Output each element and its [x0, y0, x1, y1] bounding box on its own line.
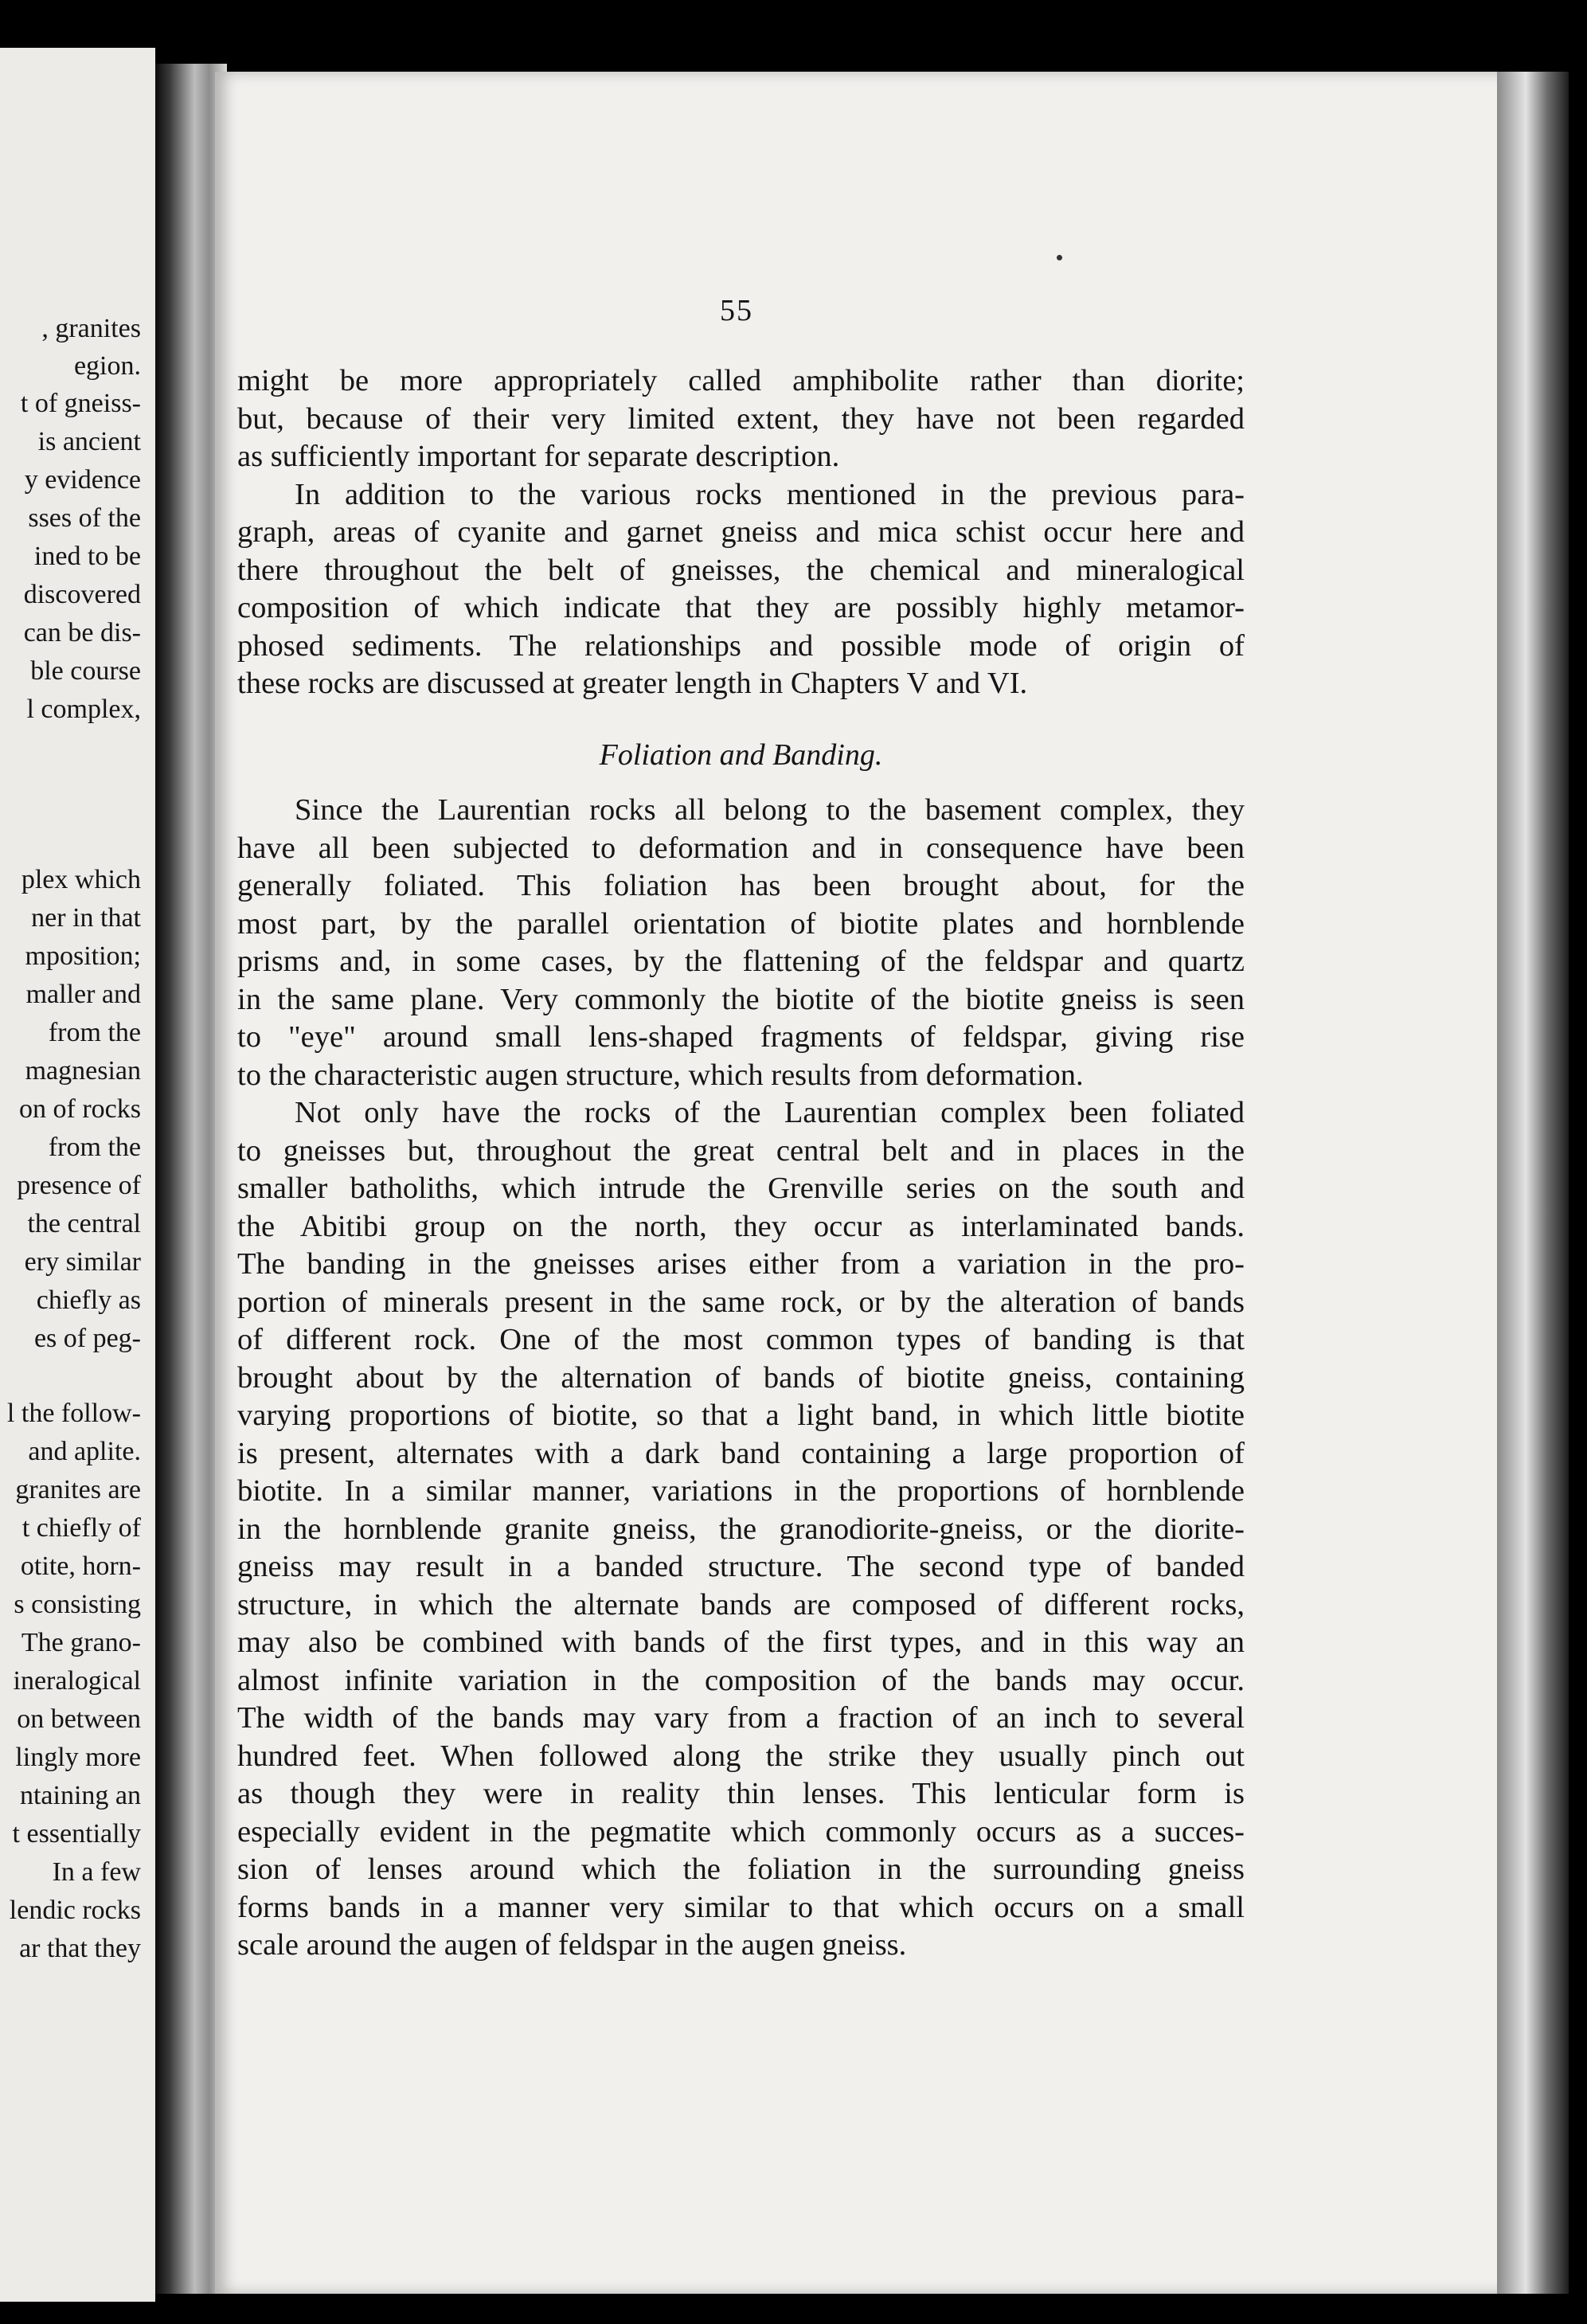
text-line: Since the Laurentian rocks all belong to the basement complex, they — [295, 793, 1245, 827]
left-page-line: can be dis- — [23, 618, 141, 648]
left-page-line: presence of — [17, 1171, 141, 1200]
left-page-line: sses of the — [28, 503, 141, 533]
text-line: generally foliated. This foliation has been brought about, for the — [237, 869, 1245, 902]
text-line: graph, areas of cyanite and garnet gneiss and mica schist occur here and — [237, 515, 1245, 549]
text-line: in the hornblende granite gneiss, the granodiorite-gneiss, or the diorite- — [237, 1512, 1245, 1546]
paragraph — [237, 792, 1245, 1094]
text-line: Not only have the rocks of the Laurentian complex been foliated — [295, 1096, 1245, 1129]
text-line: might be more appropriately called amphibolite rather than diorite; — [237, 364, 1245, 397]
text-line: brought about by the alternation of bands of biotite gneiss, containing — [237, 1360, 1245, 1395]
section-heading: Foliation and Banding. — [599, 737, 883, 772]
text-line: hundred feet. When followed along the strike they usually pinch out — [237, 1739, 1245, 1773]
speck — [1057, 255, 1062, 260]
left-page-line: The grano- — [21, 1628, 141, 1657]
text-line: scale around the augen of feldspar in the augen gneiss. — [237, 1928, 907, 1962]
left-page-line: and aplite. — [28, 1437, 141, 1466]
text-line: but, because of their very limited extent, they have not been regarded — [237, 401, 1245, 436]
left-page-line: from the — [48, 1133, 141, 1162]
text-line: of different rock. One of the most common types of banding is that — [237, 1323, 1245, 1356]
left-page-line: , granites — [41, 314, 141, 343]
left-page-line: ery similar — [24, 1247, 141, 1277]
text-line: to the characteristic augen structure, which results from deformation. — [237, 1058, 1084, 1092]
text-line: may also be combined with bands of the first types, and in this way an — [237, 1626, 1245, 1659]
page-edge — [1497, 72, 1569, 2294]
left-page-line: mposition; — [25, 941, 141, 971]
left-page-line: egion. — [73, 351, 141, 381]
left-page-line: maller and — [25, 980, 141, 1009]
left-page-line: on of rocks — [19, 1094, 141, 1124]
left-page-line: granites are — [15, 1475, 141, 1504]
text-line: phosed sediments. The relationships and possible mode of origin of — [237, 628, 1245, 663]
text-line: composition of which indicate that they are possibly highly metamor- — [237, 591, 1245, 624]
text-line: The width of the bands may vary from a fraction of an inch to several — [237, 1701, 1245, 1735]
left-page-line: l the follow- — [6, 1399, 141, 1428]
text-line: the Abitibi group on the north, they occur as interlaminated bands. — [237, 1209, 1245, 1243]
text-line: to "eye" around small lens-shaped fragments of feldspar, giving rise — [237, 1020, 1245, 1054]
left-page-line: lendic rocks — [9, 1896, 141, 1925]
left-page-line: In a few — [52, 1857, 141, 1887]
left-page-line: magnesian — [25, 1056, 141, 1086]
text-line: smaller batholiths, which intrude the Grenville series on the south and — [237, 1172, 1245, 1205]
left-page-line: chiefly as — [36, 1285, 141, 1315]
text-line: prisms and, in some cases, by the flattening of the feldspar and quartz — [237, 945, 1245, 978]
text-line: especially evident in the pegmatite which commonly occurs as a succes- — [237, 1814, 1245, 1849]
left-page-line: is ancient — [37, 427, 141, 456]
left-page-line: ar that they — [19, 1934, 141, 1963]
left-page-line: l complex, — [26, 694, 141, 724]
text-line: portion of minerals present in the same rock, or by the alteration of bands — [237, 1285, 1245, 1319]
text-line: most part, by the parallel orientation of biotite plates and hornblende — [237, 906, 1245, 941]
left-page-line: t of gneiss- — [20, 389, 141, 418]
text-line: in the same plane. Very commonly the biotite of the biotite gneiss is seen — [237, 982, 1245, 1016]
text-line: these rocks are discussed at greater length in Chapters V and VI. — [237, 667, 1028, 700]
text-line: to gneisses but, throughout the great central belt and in places in the — [237, 1133, 1245, 1168]
left-page-line: plex which — [21, 865, 141, 894]
left-page-line: s consisting — [14, 1590, 141, 1619]
left-page-line: ner in that — [31, 903, 141, 933]
paragraph — [237, 1094, 1245, 1965]
text-line: structure, in which the alternate bands are composed of different rocks, — [237, 1587, 1245, 1622]
left-page-line: ined to be — [33, 542, 141, 571]
text-line: In addition to the various rocks mentioned in the previous para- — [295, 477, 1245, 511]
left-page-line: ble course — [30, 656, 141, 686]
text-line: as though they were in reality thin lenses. This lenticular form is — [237, 1777, 1245, 1810]
text-line: have all been subjected to deformation and in consequence have been — [237, 831, 1245, 865]
text-line: forms bands in a manner very similar to that which occurs on a small — [237, 1890, 1245, 1924]
body-text — [237, 362, 1245, 1965]
text-line: almost infinite variation in the composition of the bands may occur. — [237, 1663, 1245, 1697]
left-page-line: y evidence — [24, 465, 141, 495]
left-page-line: otite, horn- — [20, 1551, 141, 1581]
text-line: sion of lenses around which the foliation in the surrounding gneiss — [237, 1853, 1245, 1886]
text-line: there throughout the belt of gneisses, the chemical and mineralogical — [237, 553, 1245, 587]
page-number: 55 — [720, 294, 753, 327]
left-page-line: the central — [27, 1209, 141, 1238]
left-page-line: from the — [48, 1018, 141, 1047]
text-line: is present, alternates with a dark band containing a large proportion of — [237, 1436, 1245, 1470]
text-line: gneiss may result in a banded structure. The second type of banded — [237, 1550, 1245, 1583]
left-page-line: t chiefly of — [21, 1513, 141, 1543]
left-page-line: t essentially — [12, 1819, 141, 1849]
text-line: varying proportions of biotite, so that a light band, in which little biotite — [237, 1399, 1245, 1432]
left-page-line: on between — [17, 1704, 141, 1734]
left-page-line: ineralogical — [13, 1666, 141, 1696]
left-page-line: lingly more — [15, 1743, 141, 1772]
text-line: The banding in the gneisses arises either from a variation in the pro- — [237, 1247, 1245, 1281]
paragraph — [237, 362, 1245, 476]
text-line: biotite. In a similar manner, variations in the proportions of hornblende — [237, 1474, 1245, 1508]
left-page-fragment — [0, 48, 155, 2302]
text-line: as sufficiently important for separate description. — [237, 440, 840, 473]
left-page-line: ntaining an — [19, 1781, 141, 1810]
paragraph — [237, 476, 1245, 703]
left-page-line: discovered — [23, 580, 141, 609]
left-page-line: es of peg- — [33, 1324, 141, 1353]
